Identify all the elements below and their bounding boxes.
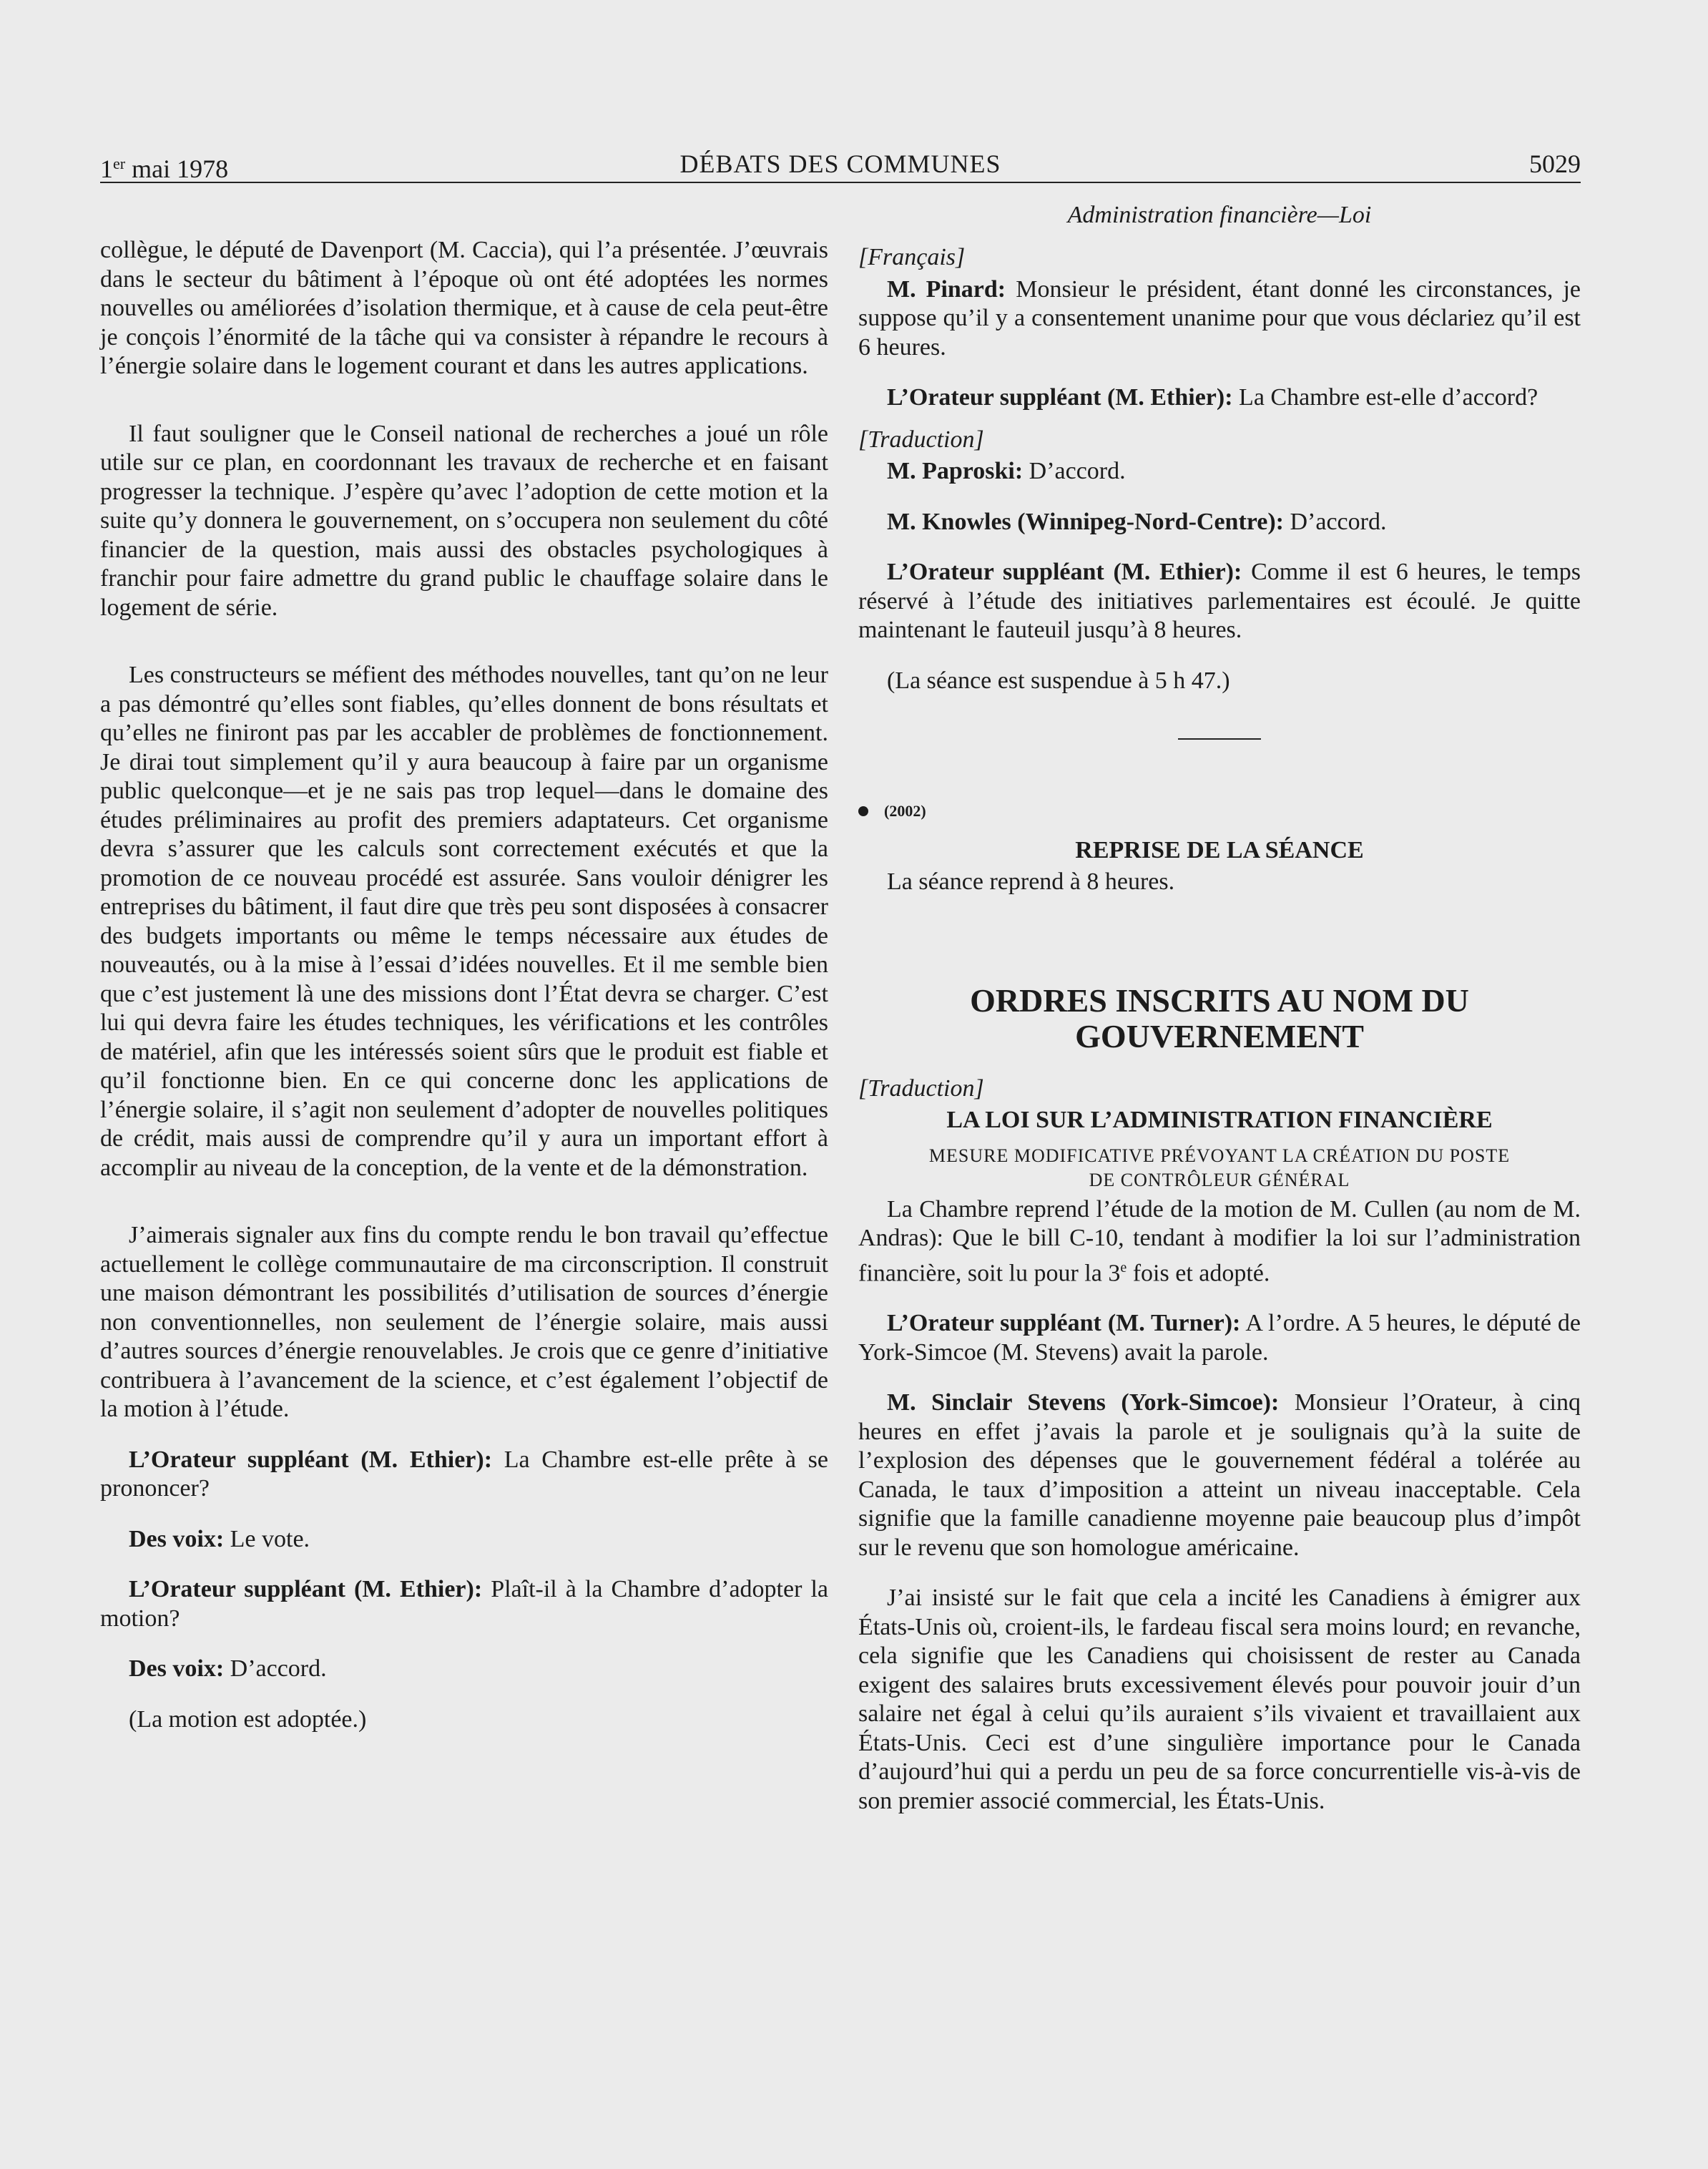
bill-heading: LA LOI SUR L’ADMINISTRATION FINANCIÈRE [946, 1107, 1493, 1133]
procedural-note: (La séance est suspendue à 5 h 47.) [887, 667, 1230, 694]
motion-text: La Chambre reprend l’étude de la motion de M. Cullen (au nom de M. Andras): Que le bill C-10, tendant à modifier la loi sur l’administration financière, soit lu pour la 3 [858, 1195, 1581, 1286]
paragraph: Les constructeurs se méfient des méthodes nouvelles, tant qu’on ne leur a pas démontré qu’elles sont fiables, qu’elles donnent de bons résultats et qu’elles ne finiront pas par les accabler de problèmes de fonctionnement. Je dirai tout simplement qu’il y aura beaucoup à faire par un organisme public quelconque—et je ne sais pas trop lequel—dans le domaine des études préliminaires au profit des premiers adaptateurs. Cet organisme devra s’assurer que les calculs sont correctement exécutés et que la promotion de ce nouveau procédé est assurée. Sans vouloir dénigrer les entreprises du bâtiment, il faut dire que très peu sont disposées à consacrer des budgets importants ou même le temps nécessaire aux études de nouveautés, ou à la mise à l’essai d’idées nouvelles. Et il me semble bien que c’est justement là une des missions dont l’État devra se charger. C’est lui qui devra faire les études techniques, les vérifications et les contrôles de matériel, afin que les intéressés soient sûrs que le produit est fiable et qu’il fonctionne bien. En ce qui concerne donc les applications de l’énergie solaire, il s’agit non seulement d’adopter de nouvelles politiques de crédit, mais aussi de comprendre qu’il y aura un important effort à accomplir au niveau de la conception, de la vente et de la démonstration. [100, 662, 828, 1181]
orders-heading-line-2: GOUVERNEMENT [1075, 1017, 1364, 1054]
speaker-name: L’Orateur suppléant (M. Ethier): [129, 1446, 493, 1473]
speaker-name: M. Sinclair Stevens (York-Simcoe): [887, 1389, 1280, 1416]
speech [858, 1389, 1581, 1562]
speaker-name: Des voix: [129, 1655, 225, 1682]
date-superscript: er [113, 155, 126, 172]
speaker-name: L’Orateur suppléant (M. Ethier): [887, 384, 1233, 411]
speaker-name: L’Orateur suppléant (M. Turner): [887, 1310, 1241, 1337]
speech [858, 1309, 1581, 1367]
bill-subheading-line-1: MESURE MODIFICATIVE PRÉVOYANT LA CRÉATION DU POSTE [928, 1145, 1511, 1166]
speaker-name: L’Orateur suppléant (M. Ethier): [129, 1576, 483, 1602]
paragraph: J’ai insisté sur le fait que cela a incité les Canadiens à émigrer aux États-Unis où, croient-ils, le fardeau fiscal sera moins lourd; en revanche, cela signifie que les Canadiens qui choisissent de rester au Canada exigent des salaires bruts excessivement élevés pour pouvoir jouir d’un salaire net égal à celui qu’ils auraient s’ils vivaient et travaillaient aux États-Unis. Ceci est d’une singulière importance pour le Canada d’aujourd’hui qui a perdu un peu de sa force concurrentielle vis-à-vis de son premier associé commercial, les États-Unis. [858, 1585, 1581, 1814]
language-note: [Traduction] [858, 426, 984, 453]
speech [100, 1655, 828, 1684]
time-marker-label: (2002) [884, 802, 926, 820]
speech [858, 457, 1581, 486]
paragraph: collègue, le député de Davenport (M. Caccia), qui l’a présentée. J’œuvrais dans le secteur du bâtiment à l’époque où ont été adoptées les normes nouvelles ou améliorées d’isolation thermique, et à cause de cela peut-être je conçois l’énormité de la tâche qui va consister à répandre le recours à l’énergie solaire dans le logement courant et dans les autres applications. [100, 237, 828, 379]
motion-text-end: fois et adopté. [1127, 1259, 1270, 1286]
speech [858, 275, 1581, 363]
speech-text: A l’ordre. A 5 heures, le député de York-Simcoe (M. Stevens) avait la parole. [858, 1310, 1581, 1366]
orders-heading-line-1: ORDRES INSCRITS AU NOM DU [970, 981, 1469, 1019]
speech [858, 508, 1581, 537]
date-day: 1 [100, 155, 113, 183]
speech [100, 1525, 828, 1554]
paragraph: Il faut souligner que le Conseil national de recherches a joué un rôle utile sur ce plan, en coordonnant les travaux de recherche et en faisant progresser la technique. J’espère qu’avec l’adoption de cette motion et la suite qu’y donnera le gouvernement, on s’occupera non seulement du côté financier de la question, mais aussi des obstacles psychologiques à franchir pour faire admettre du grand public le chauffage solaire dans le logement de série. [100, 420, 828, 621]
speech-text: Monsieur le président, étant donné les circonstances, je suppose qu’il y a consentement unanime pour que vous déclariez qu’il est 6 heures. [858, 275, 1581, 361]
speech-text: Comme il est 6 heures, le temps réservé à l’étude des initiatives parlementaires est écoulé. Je quitte maintenant le fauteuil jusqu’à 8 heures. [858, 559, 1581, 643]
right-column [858, 243, 1581, 1816]
date-rest: mai 1978 [125, 155, 229, 183]
speech-text: Plaît-il à la Chambre d’adopter la motion? [100, 1576, 828, 1632]
section-divider [1178, 738, 1261, 740]
speech [100, 1575, 828, 1633]
speech-text: D’accord. [1283, 508, 1387, 535]
speaker-name: Des voix: [129, 1525, 225, 1552]
speech [858, 558, 1581, 645]
speech [100, 1446, 828, 1504]
reading-superscript: e [1120, 1259, 1127, 1276]
procedural-note: (La motion est adoptée.) [129, 1705, 367, 1733]
running-head: Administration financière—Loi [1067, 202, 1372, 228]
publication-title: DÉBATS DES COMMUNES [679, 150, 1001, 178]
page-number: 5029 [1529, 150, 1581, 178]
speech-text: D’accord. [1023, 458, 1126, 484]
speech [858, 383, 1581, 413]
time-marker [858, 797, 1581, 826]
bullet-icon [858, 806, 868, 816]
speech-text: Le vote. [224, 1525, 310, 1552]
language-note: [Traduction] [858, 1074, 984, 1102]
speaker-name: M. Paproski: [887, 458, 1024, 484]
speaker-name: M. Knowles (Winnipeg-Nord-Centre): [887, 508, 1284, 535]
section-heading: REPRISE DE LA SÉANCE [1075, 836, 1364, 863]
language-note: [Français] [858, 244, 966, 270]
paragraph [858, 1195, 1581, 1288]
speaker-name: M. Pinard: [887, 275, 1006, 303]
speech-text: La Chambre est-elle prête à se prononcer? [100, 1446, 829, 1502]
speech-text: Monsieur l’Orateur, à cinq heures en effet j’avais la parole et je soulignais qu’à la suite de l’explosion des dépenses que le gouvernement fédéral a tolérée au Canada, le taux d’imposition a atteint un niveau inacceptable. Cela signifie que la famille canadienne moyenne paie beaucoup plus d’impôt sur le revenu que son homologue américaine. [858, 1389, 1581, 1561]
paragraph: La séance reprend à 8 heures. [887, 868, 1175, 895]
paragraph: J’aimerais signaler aux fins du compte rendu le bon travail qu’effectue actuellement le collège communautaire de ma circonscription. Il construit une maison démontrant les possibilités d’utilisation de sources d’énergie non conventionnelles, non seulement de l’énergie solaire, mais aussi d’autres sources d’énergie renouvelables. Je crois que ce genre d’initiative contribuera à l’avancement de la science, et c’est également l’objectif de la motion à l’étude. [100, 1222, 828, 1422]
page-header [100, 146, 1581, 183]
speech-text: D’accord. [224, 1655, 327, 1682]
speech-text: La Chambre est-elle d’accord? [1232, 384, 1538, 411]
left-column [100, 236, 828, 1734]
bill-subheading-line-2: DE CONTRÔLEUR GÉNÉRAL [1089, 1169, 1350, 1190]
speaker-name: L’Orateur suppléant (M. Ethier): [887, 559, 1242, 585]
